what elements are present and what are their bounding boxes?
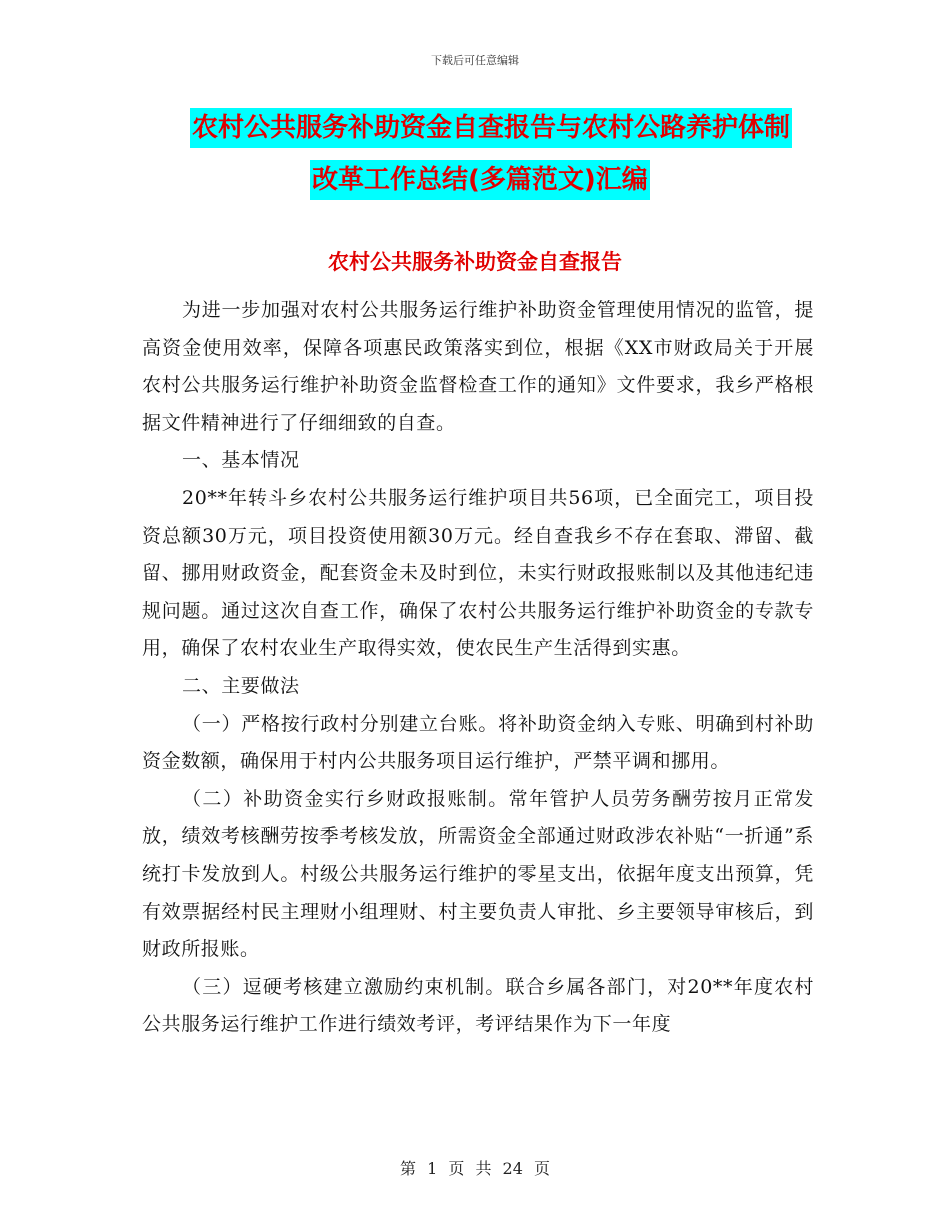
paragraph-practice-1: （一）严格按行政村分别建立台账。将补助资金纳入专账、明确到村补助资金数额，确保用于村内公共服务项目运行维护，严禁平调和挪用。 [142,712,814,773]
page-footer: 第 1 页 共 24 页 [400,1159,550,1178]
paragraph-basic-situation: 20**年转斗乡农村公共服务运行维护项目共56项，已全面完工，项目投资总额30万元，项目投资使用额30万元。经自查我乡不存在套取、滞留、截留、挪用财政资金，配套资金未及时到位，未实行财政报账制以及其他违纪违规问题。通过这次自查工作，确保了农村公共服务运行维护补助资金的专款专用，确保了农村农业生产取得实效，使农民生产生活得到实惠。 [142,486,814,660]
paragraph-practice-3: （三）逗硬考核建立激励约束机制。联合乡属各部门，对20**年度农村公共服务运行维护工作进行绩效考评，考评结果作为下一年度 [142,975,814,1036]
heading-basic-situation: 一、基本情况 [182,449,300,472]
header-note: 下载后可任意编辑 [431,54,519,67]
document-title [190,108,810,200]
body-text [142,292,814,1044]
heading-main-practices: 二、主要做法 [182,674,300,697]
paragraph-practice-2: （二）补助资金实行乡财政报账制。常年管护人员劳务酬劳按月正常发放，绩效考核酬劳按季考核发放，所需资金全部通过财政涉农补贴“一折通”系统打卡发放到人。村级公共服务运行维护的零星支出，依据年度支出预算，凭有效票据经村民主理财小组理财、村主要负责人审批、乡主要领导审核后，到财政所报账。 [142,787,814,961]
title-line-2: 改革工作总结(多篇范文)汇编 [310,160,650,200]
title-line-1: 农村公共服务补助资金自查报告与农村公路养护体制 [190,108,792,148]
paragraph-intro: 为进一步加强对农村公共服务运行维护补助资金管理使用情况的监管，提高资金使用效率，保障各项惠民政策落实到位，根据《XX市财政局关于开展农村公共服务运行维护补助资金监督检查工作的通知》文件要求，我乡严格根据文件精神进行了仔细细致的自查。 [142,299,814,434]
section-title: 农村公共服务补助资金自查报告 [328,250,622,274]
